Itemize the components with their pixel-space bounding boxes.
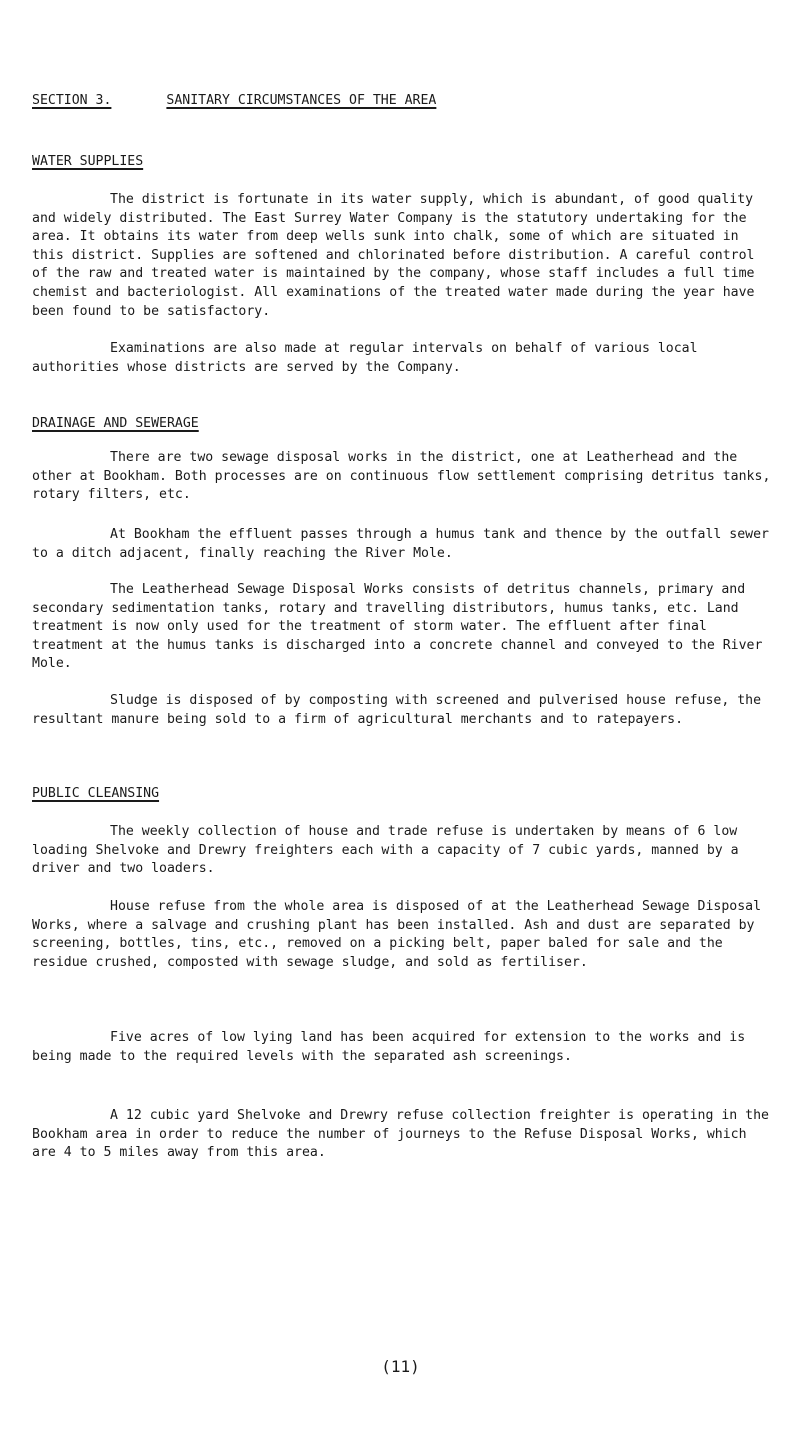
cleansing-paragraph-2: House refuse from the whole area is disposed of at the Leatherhead Sewage Disposal Works, where a salvage and crushing plant has been installed. Ash and dust are separated by screening, bottles, tins, etc., removed on a picking belt, paper baled for sale and the residue crushed, composted with sewage sludge, and sold as fertiliser. [32, 899, 762, 970]
cleansing-paragraph-3: Five acres of low lying land has been acquired for extension to the works and is being made to the required levels with the separated ash screenings. [32, 1030, 746, 1064]
drainage-heading: DRAINAGE AND SEWERAGE [32, 416, 199, 431]
water-paragraph-1: The district is fortunate in its water supply, which is abundant, of good quality and widely distributed. The East Surrey Water Company is the statutory undertaking for the area. It obtains its water from deep wells sunk into chalk, some of which are situated in this district. Supplies are softened and chlorinated before distribution. A careful control of the raw and treated water is maintained by the company, whose staff includes a full time chemist and bacteriologist. All examinations of the treated water made during the year have been found to be satisfactory. [32, 192, 755, 319]
drainage-paragraph-2: At Bookham the effluent passes through a humus tank and thence by the outfall sewer to a ditch adjacent, finally reaching the River Mole. [32, 527, 769, 561]
cleansing-paragraph-4: A 12 cubic yard Shelvoke and Drewry refuse collection freighter is operating in the Bookham area in order to reduce the number of journeys to the Refuse Disposal Works, which are 4 to 5 miles away from this area. [32, 1108, 769, 1161]
section-title: SANITARY CIRCUMSTANCES OF THE AREA [166, 93, 437, 108]
public-cleansing-heading: PUBLIC CLEANSING [32, 786, 160, 801]
drainage-paragraph-4: Sludge is disposed of by composting with screened and pulverised house refuse, the resultant manure being sold to a firm of agricultural merchants and to ratepayers. [32, 693, 762, 727]
page-number: (11) [381, 1357, 420, 1376]
cleansing-paragraph-1: The weekly collection of house and trade refuse is undertaken by means of 6 low loading Shelvoke and Drewry freighters each with a capacity of 7 cubic yards, manned by a driver and two loaders. [32, 824, 739, 877]
drainage-paragraph-1: There are two sewage disposal works in the district, one at Leatherhead and the other at Bookham. Both processes are on continuous flow settlement comprising detritus tanks, rotary filters, etc. [32, 450, 771, 503]
water-supplies-heading: WATER SUPPLIES [32, 154, 144, 169]
water-paragraph-2: Examinations are also made at regular intervals on behalf of various local authorities whose districts are served by the Company. [32, 341, 698, 375]
section-number: SECTION 3. [32, 93, 112, 108]
drainage-paragraph-3: The Leatherhead Sewage Disposal Works consists of detritus channels, primary and secondary sedimentation tanks, rotary and travelling distributors, humus tanks, etc. Land treatment is now only used for the treatment of storm water. The effluent after final treatment at the humus tanks is discharged into a concrete channel and conveyed to the River Mole. [32, 582, 763, 672]
section-header [32, 92, 436, 111]
